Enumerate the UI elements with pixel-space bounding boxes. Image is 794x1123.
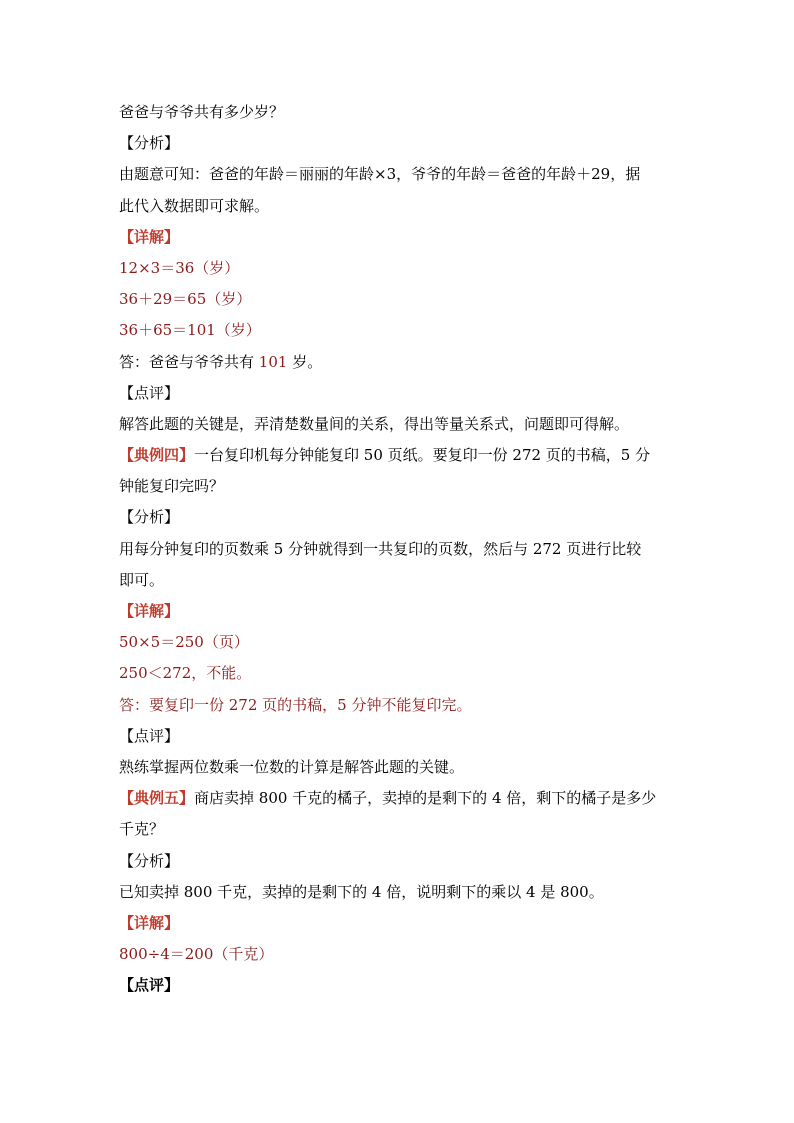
text-span: 12×3＝36（岁）: [119, 258, 240, 277]
text-line: [119, 253, 679, 284]
text-line: [119, 690, 679, 721]
text-line: [119, 471, 679, 502]
text-span: 即可。: [119, 570, 165, 589]
text-span: 爸爸与爷爷共有多少岁？: [119, 103, 285, 121]
text-span: 101: [258, 352, 288, 371]
text-line: [119, 284, 679, 315]
text-span: 【典例四】: [119, 446, 195, 465]
text-line: [119, 814, 679, 845]
text-span: 【详解】: [119, 913, 180, 932]
text-span: 36＋65＝101（岁）: [119, 321, 261, 340]
text-line: [119, 658, 679, 689]
text-line: [119, 721, 679, 752]
text-line: [119, 596, 679, 627]
text-line: [119, 939, 679, 970]
text-line: [119, 315, 679, 346]
text-span: 【详解】: [119, 602, 180, 620]
text-span: 由题意可知：爸爸的年龄＝丽丽的年龄×3，爷爷的年龄＝爸爸的年龄＋29，据: [119, 165, 641, 184]
text-span: 钟能复印完吗？: [119, 477, 225, 496]
text-span: 【分析】: [119, 851, 180, 870]
text-line: [119, 877, 679, 908]
text-line: [119, 347, 679, 378]
text-span: 【点评】: [119, 976, 180, 995]
text-span: 已知卖掉 800 千克，卖掉的是剩下的 4 倍，说明剩下的乘以 4 是 800。: [119, 882, 604, 901]
text-span: 用每分钟复印的页数乘 5 分钟就得到一共复印的页数，然后与 272 页进行比较: [119, 539, 642, 558]
text-span: 【典例五】: [119, 789, 195, 808]
text-span: 【分析】: [119, 508, 180, 527]
text-span: 800÷4＝200（千克）: [119, 945, 274, 964]
text-span: 【点评】: [119, 383, 180, 402]
text-line: [119, 159, 679, 190]
text-line: [119, 565, 679, 596]
text-line: [119, 440, 679, 471]
text-span: 50×5＝250（页）: [119, 633, 249, 652]
text-span: 【分析】: [119, 134, 180, 153]
text-line: [119, 970, 679, 1001]
text-span: 解答此题的关键是，弄清楚数量间的关系，得出等量关系式，问题即可得解。: [119, 414, 630, 433]
text-span: 【点评】: [119, 726, 180, 745]
text-span: 千克？: [119, 820, 165, 839]
text-span: 36＋29＝65（岁）: [119, 290, 252, 309]
text-line: [119, 97, 679, 128]
text-line: [119, 783, 679, 814]
text-line: [119, 378, 679, 409]
text-span: 一台复印机每分钟能复印 50 页纸。要复印一份 272 页的书稿，5 分: [194, 446, 651, 465]
text-line: [119, 908, 679, 939]
text-span: 答：要复印一份 272 页的书稿，5 分钟不能复印完。: [119, 695, 472, 714]
text-line: [119, 191, 679, 222]
text-line: [119, 222, 679, 253]
text-span: 商店卖掉 800 千克的橘子，卖掉的是剩下的 4 倍，剩下的橘子是多少: [194, 789, 657, 808]
text-span: 250＜272，不能。: [119, 664, 252, 683]
document-content: [119, 97, 679, 1001]
text-line: [119, 846, 679, 877]
text-span: 熟练掌握两位数乘一位数的计算是解答此题的关键。: [119, 757, 465, 776]
text-span: 岁。: [287, 352, 323, 371]
text-line: [119, 409, 679, 440]
text-span: 【详解】: [119, 227, 180, 246]
text-line: [119, 627, 679, 658]
text-line: [119, 128, 679, 159]
text-line: [119, 502, 679, 533]
text-span: 答：爸爸与爷爷共有: [119, 352, 259, 371]
text-line: [119, 534, 679, 565]
text-span: 此代入数据即可求解。: [119, 196, 270, 215]
text-line: [119, 752, 679, 783]
